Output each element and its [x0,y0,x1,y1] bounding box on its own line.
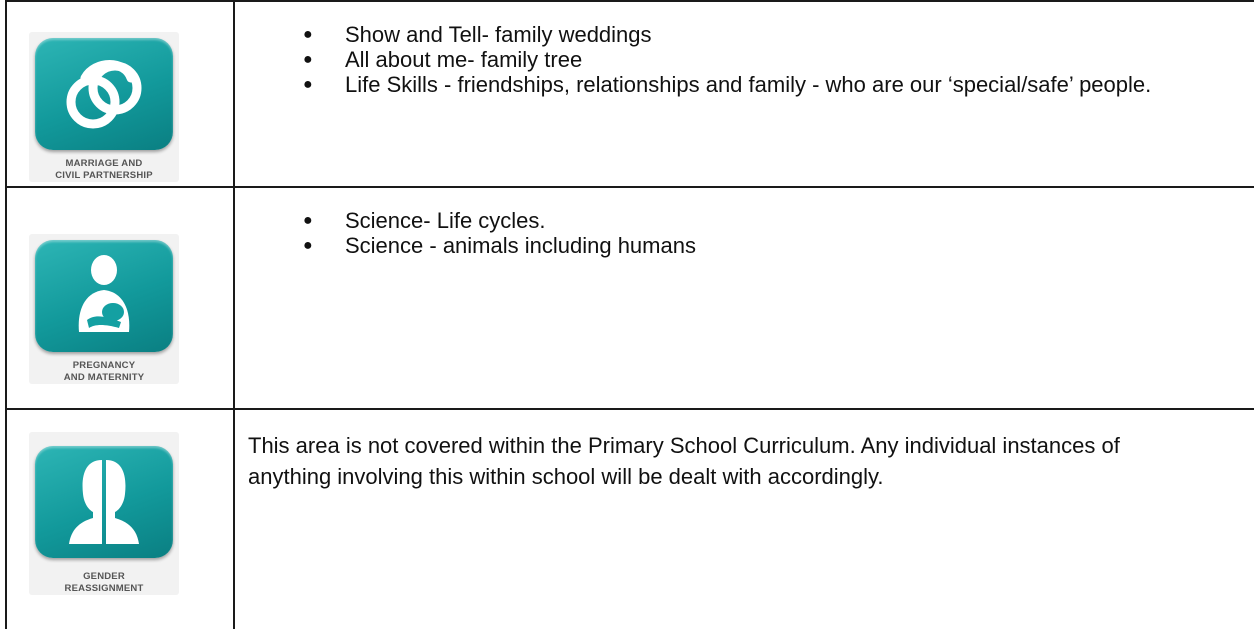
marriage-icon-card [29,32,179,182]
table-row [7,0,1254,188]
paragraph-text: This area is not covered within the Primary School Curriculum. Any individual instances of anything involving this within school will be dealt with accordingly. [248,433,1120,489]
table-row [7,410,1254,629]
list-item: ● Show and Tell- family weddings [303,22,1214,47]
content-cell [235,2,1254,186]
gender-icon-card [29,432,179,595]
list-item: ● All about me- family tree [303,47,1214,72]
icon-cell [7,410,235,629]
equality-table [5,0,1254,629]
content-cell [235,410,1254,629]
content-cell [235,188,1254,408]
icon-cell [7,188,235,408]
icon-cell [7,2,235,186]
icon-caption: MARRIAGE AND CIVIL PARTNERSHIP [55,158,153,181]
list-item: ● Science - animals including humans [303,233,1214,258]
split-person-icon [35,446,173,558]
list-item: ● Science- Life cycles. [303,208,1214,233]
bullet-list [303,22,1214,97]
table-row [7,188,1254,410]
list-item: ● Life Skills - friendships, relationships and family - who are our ‘special/safe’ people. [303,72,1214,97]
bullet-list [303,208,1214,258]
mother-and-baby-icon [35,240,173,352]
icon-caption: PREGNANCY AND MATERNITY [63,360,145,383]
icon-caption: GENDER REASSIGNMENT [64,571,144,594]
interlocked-rings-icon [35,38,173,150]
pregnancy-icon-card [29,234,179,384]
